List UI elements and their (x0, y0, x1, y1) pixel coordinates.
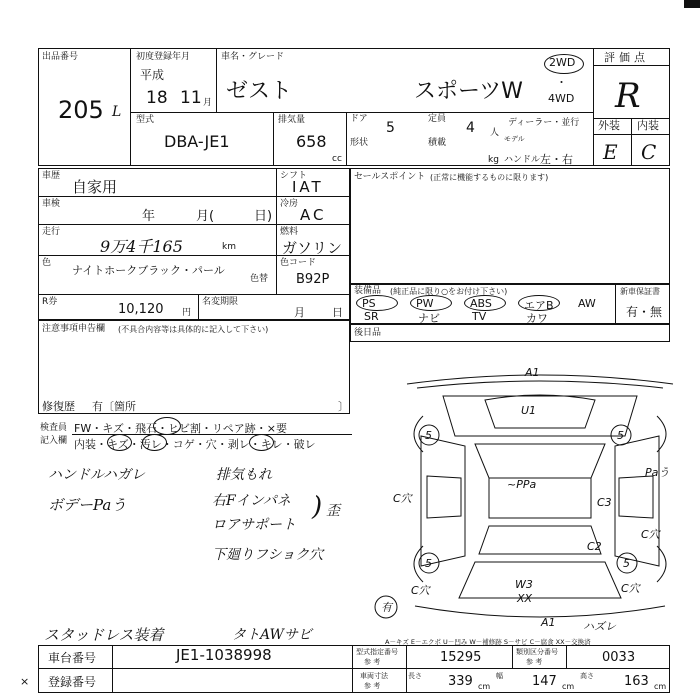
inspection-line-2-text: 内装・キズ・汚レ・コゲ・穴・剥レ・キレ・破レ (74, 438, 316, 451)
yen-unit: 円 (182, 308, 192, 318)
note-left-1: ハンドルハガレ (48, 467, 146, 483)
hgt-cm: cm (654, 682, 667, 691)
footer-block (38, 645, 670, 693)
load-label: 積載 (428, 138, 447, 148)
diag-c3: C3 (597, 496, 612, 509)
cat-no: 0033 (602, 650, 636, 665)
repair-value: 有〔箇所 (92, 400, 136, 413)
sales-point-block (350, 168, 670, 284)
shift-label: シフト (280, 171, 308, 181)
lot-number: 205 (58, 96, 104, 124)
model-no-sanko: 参 考 (364, 658, 381, 666)
shaken-year: 年 (142, 209, 156, 224)
era: 平成 (140, 68, 165, 82)
diag-legend: A－キズ E－エクボ U－凹み W－補修跡 S－サビ C－腐食 XX－交換済 (385, 638, 591, 646)
ext-label: 外装 (598, 119, 620, 132)
diag-xx: XX (517, 592, 533, 605)
drive-2wd: 2WD (549, 56, 576, 69)
dims-label: 車両寸法 (360, 672, 388, 680)
lot-label: 出品番号 (42, 52, 79, 62)
warranty: 有・無 (626, 305, 663, 319)
width: 147 (532, 674, 557, 689)
model-handle-label: モデル (504, 135, 525, 143)
corner-mark: × (20, 675, 30, 688)
equip-note: (純正品に限り○をお付け下さい) (390, 287, 508, 296)
goods-block (350, 324, 670, 342)
note-mid-3: ロアサポート (212, 517, 296, 533)
note-mid-2: 右Fインパネ (212, 493, 291, 509)
warranty-label: 新車保証書 (620, 287, 660, 296)
grade: スポーツW (414, 79, 523, 104)
fuel: ガソリン (282, 239, 343, 257)
corner-block (684, 0, 700, 8)
color-code-label: 色コード (280, 258, 317, 268)
first-reg-label: 初度登録年月 (136, 52, 191, 62)
chassis-number: JE1-1038998 (176, 646, 272, 664)
diag-ppa: ~PPa (507, 478, 537, 491)
shaken-month: 月( (196, 209, 215, 224)
diag-bottom-a1: A1 (541, 616, 556, 629)
mileage-label: 走行 (42, 227, 61, 237)
note-left-2: ボデーPaう (48, 496, 127, 514)
inspection-line-1 (72, 419, 352, 435)
handle-label: ハンドル (504, 155, 541, 165)
equip-circle-1 (410, 295, 452, 311)
diag-fr: 5 (617, 429, 624, 442)
ac-label: 冷房 (280, 199, 299, 209)
name-grade-label: 車名・グレード (221, 52, 285, 62)
shaken-day: 日) (254, 209, 273, 224)
equip-bottom-0: SR (364, 310, 379, 323)
len-label: 長さ (408, 672, 422, 680)
score-label: 評価点 (604, 51, 649, 64)
model-no-label: 型式指定番号 (356, 648, 398, 656)
note-mid-brace: ) (312, 492, 323, 522)
sales-point-label: セールスポイント (354, 172, 426, 182)
ext-score: E (603, 140, 618, 164)
car-damage-diagram (381, 366, 685, 646)
color-change-label: 色替 (250, 274, 269, 284)
repair-label: 修復歴 (42, 400, 75, 413)
note-bottom-2: タトAWサビ (232, 627, 312, 643)
name-change-month: 月 (294, 306, 305, 319)
shape-label: 形状 (350, 138, 369, 148)
color-code: B92P (296, 272, 330, 287)
equip-top-1: PW (416, 297, 434, 310)
int-score: C (641, 140, 657, 164)
cc-unit: cc (332, 154, 342, 164)
hgt-label: 高さ (580, 672, 594, 680)
lot-suffix: L (112, 104, 122, 120)
cat-no-label: 類別区分番号 (516, 648, 558, 656)
diag-w3: W3 (515, 578, 533, 591)
diag-pa: Paう (645, 466, 670, 479)
shaken-label: 車検 (42, 199, 61, 209)
equip-bottom-2: TV (472, 310, 487, 323)
equip-bottom-3: カワ (526, 312, 548, 325)
diag-hazure: ハズレ (583, 620, 616, 633)
length: 339 (448, 674, 473, 689)
dealer-label: ディーラー・並行 (508, 118, 580, 128)
person-unit: 人 (490, 128, 500, 138)
inspection-line-1-text: FW・キズ・飛石・ヒビ割・リペア跡・×要 (74, 422, 287, 435)
reg-month: 11 (180, 88, 202, 108)
regno-label: 登録番号 (48, 675, 97, 689)
displacement-label: 排気量 (278, 115, 306, 125)
note-mid-dist: 歪 (326, 503, 340, 519)
diag-c-br: C穴 (621, 582, 640, 595)
diag-fl: 5 (425, 429, 432, 442)
wid-cm: cm (562, 682, 575, 691)
fuel-label: 燃料 (280, 227, 299, 237)
diag-c-bl: C穴 (411, 584, 430, 597)
dims-sanko: 参 考 (364, 682, 381, 690)
entry-label: 記入欄 (40, 436, 68, 446)
model-label: 型式 (136, 115, 155, 125)
chassis-label: 車台番号 (48, 651, 97, 665)
displacement: 658 (296, 132, 327, 151)
equip-circle-0 (356, 295, 398, 311)
drive-4wd: 4WD (548, 92, 575, 105)
capacity-label: 定員 (428, 114, 447, 124)
diag-c2: C2 (587, 540, 602, 553)
equip-top-3: エアB (524, 299, 554, 312)
month-unit: 月 (203, 98, 213, 108)
capacity: 4 (466, 120, 475, 136)
r-value: 10,120 (118, 302, 164, 317)
equip-top-2: ABS (470, 297, 492, 310)
drive-dot: ・ (556, 76, 567, 89)
equip-top-4: AW (578, 297, 596, 310)
notes-label: 注意事項申告欄 (42, 324, 106, 334)
notes-note: (不具合内容等は具体的に記入して下さい) (118, 325, 269, 334)
diag-roof: U1 (521, 404, 537, 417)
reki: 自家用 (72, 178, 118, 196)
mileage: 9万4千165 (100, 237, 183, 256)
diag-top: A1 (525, 366, 540, 379)
color: ナイトホークブラック・パール (72, 264, 225, 277)
door-label: ドア (350, 114, 368, 124)
color-label: 色 (42, 258, 52, 268)
equip-label: 装備品 (354, 286, 382, 296)
check-label: 検査員 (40, 423, 68, 433)
goods-label: 後日品 (354, 328, 382, 338)
equip-circle-3 (518, 295, 560, 311)
diag-c-left: C穴 (393, 492, 412, 505)
diag-ari: 有 (381, 601, 392, 614)
reg-year: 18 (146, 88, 168, 108)
sales-point-note: (正常に機能するものに限ります) (430, 173, 549, 182)
r-label: R券 (42, 297, 58, 307)
diag-c-right: C穴 (641, 528, 660, 541)
diag-rl: 5 (425, 557, 432, 570)
repair-close: 〕 (338, 400, 349, 413)
model: DBA-JE1 (164, 132, 230, 151)
name-change-label: 名変期限 (202, 297, 239, 307)
car-name: ゼスト (226, 79, 293, 104)
name-change-day: 日 (332, 306, 343, 319)
note-bottom: スタッドレス装着 (44, 626, 164, 644)
note-mid-1: 排気もれ (216, 467, 272, 483)
kg-unit: kg (488, 155, 499, 165)
doors: 5 (386, 120, 395, 136)
handle: 左・右 (540, 153, 573, 166)
shift: IAT (292, 178, 324, 196)
diag-rr: 5 (623, 557, 630, 570)
km-unit: km (222, 242, 236, 252)
score-value: R (615, 76, 641, 116)
wid-label: 幅 (496, 672, 503, 680)
equip-circle-2 (464, 295, 506, 311)
int-label: 内装 (637, 119, 659, 132)
equip-bottom-1: ナビ (418, 312, 440, 325)
model-no: 15295 (440, 650, 482, 665)
cat-no-sanko: 参 考 (526, 658, 543, 666)
reki-label: 車歴 (42, 171, 61, 181)
equip-top-0: PS (362, 297, 376, 310)
ac: AC (300, 206, 327, 224)
height: 163 (624, 674, 649, 689)
len-cm: cm (478, 682, 491, 691)
note-mid-4: 下廻りフショク穴 (212, 547, 324, 563)
